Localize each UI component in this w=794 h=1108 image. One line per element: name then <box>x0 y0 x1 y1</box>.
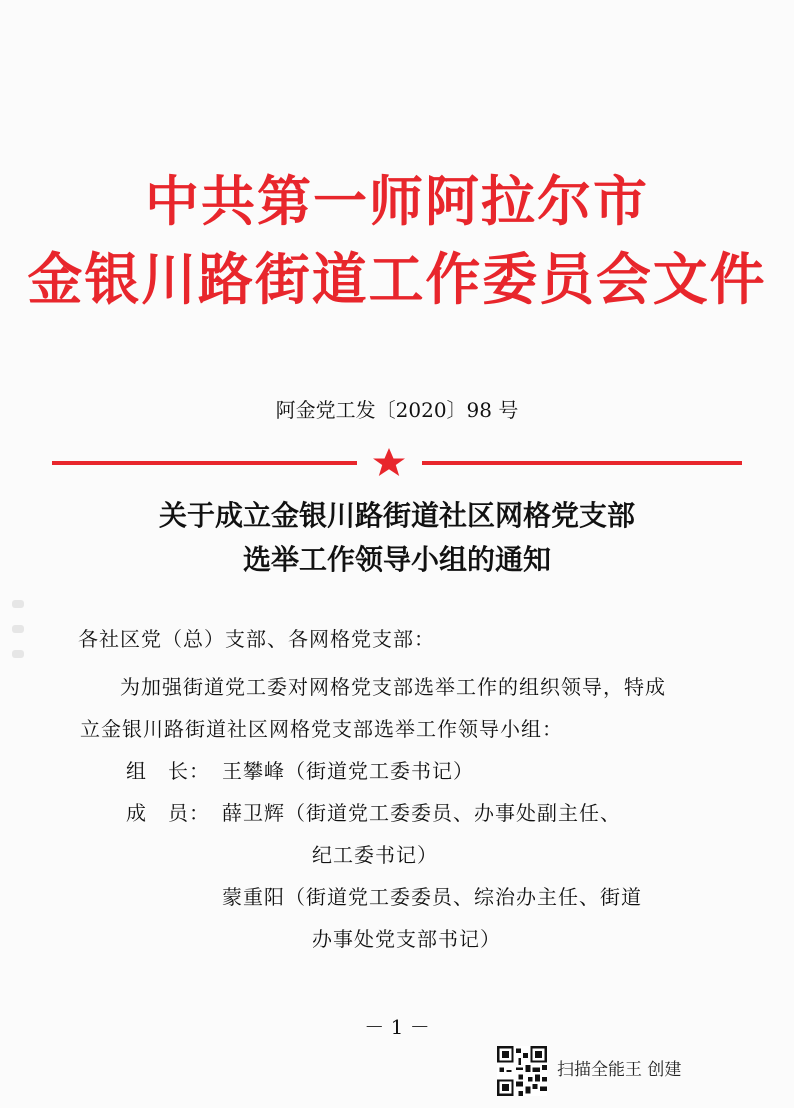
page-number: － 1 － <box>364 1015 430 1039</box>
notice-title-line1: 关于成立金银川路街道社区网格党支部 <box>158 499 635 532</box>
red-divider <box>52 460 742 466</box>
members-label: 成 员： <box>126 801 210 825</box>
qr-code-icon <box>497 1046 547 1096</box>
scan-mark <box>12 650 24 658</box>
notice-title-line2: 选举工作领导小组的通知 <box>242 543 551 576</box>
scan-mark <box>12 625 24 633</box>
member-2-line-1: 蒙重阳（街道党工委委员、综治办主任、街道 <box>222 885 642 909</box>
scanner-watermark-label: 扫描全能王 创建 <box>557 1060 682 1080</box>
document-number: 阿金党工发〔2020〕98 号 <box>275 398 519 422</box>
member-2-line-2: 办事处党支部书记） <box>312 927 501 951</box>
member-1-line-1: 薛卫辉（街道党工委委员、办事处副主任、 <box>222 801 621 825</box>
header-org-line1: 中共第一师阿拉尔市 <box>145 170 649 233</box>
paragraph-line-1: 为加强街道党工委对网格党支部选举工作的组织领导，特成 <box>120 675 666 699</box>
header-org-line2: 金银川路街道工作委员会文件 <box>27 248 767 313</box>
red-star-icon <box>373 448 405 476</box>
paragraph-line-2: 立金银川路街道社区网格党支部选举工作领导小组： <box>80 717 563 741</box>
leader-label: 组 长： <box>126 759 210 783</box>
salutation: 各社区党（总）支部、各网格党支部： <box>78 627 435 651</box>
member-1-line-2: 纪工委书记） <box>312 843 438 867</box>
divider-right-bar <box>422 461 742 465</box>
leader-value: 王攀峰（街道党工委书记） <box>222 759 474 783</box>
scan-mark <box>12 600 24 608</box>
divider-left-bar <box>52 461 357 465</box>
